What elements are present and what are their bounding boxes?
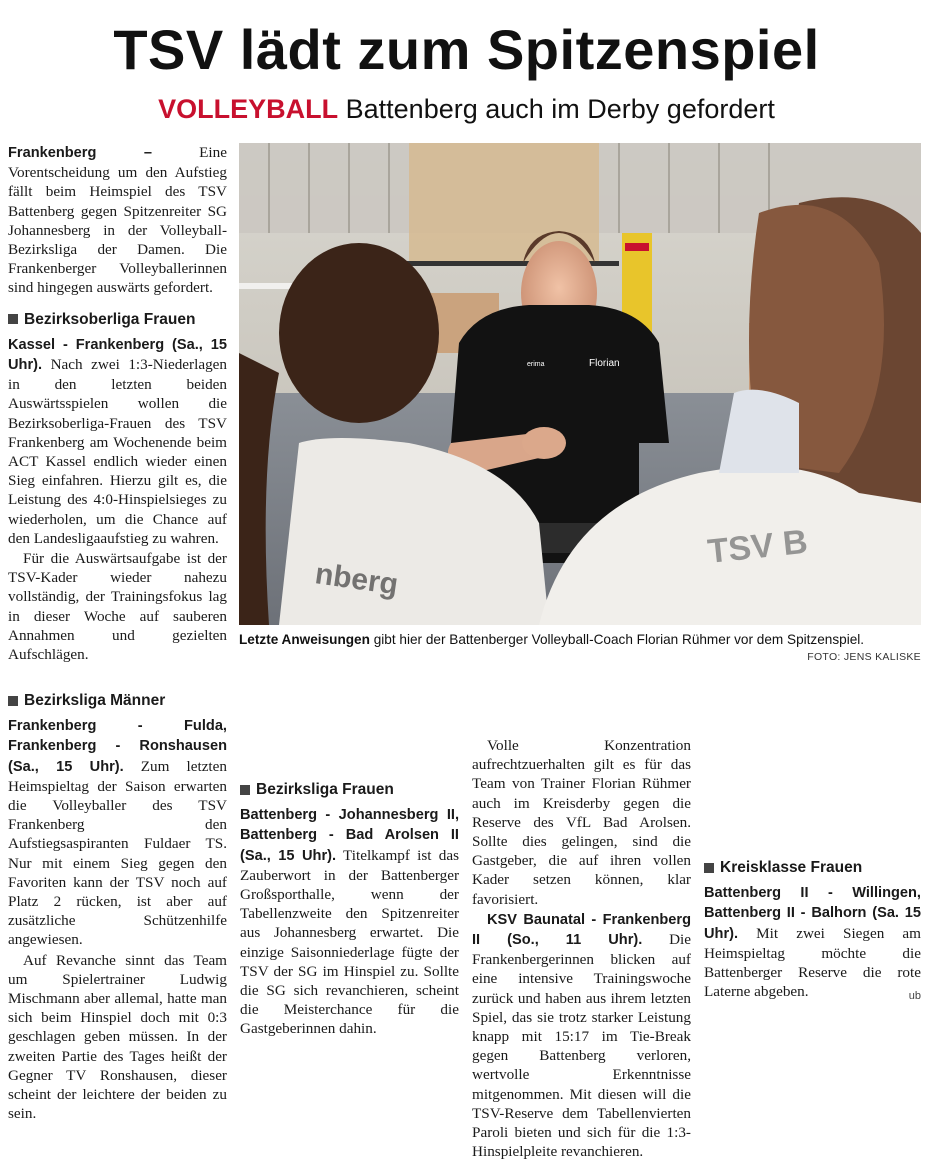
author-signature: ub	[908, 990, 921, 1002]
intro-text: Eine Vorentscheidung um den Aufstieg fällt beim Heimspiel des TSV Battenberg gegen Spitzenreiter SG Johannesberg in der Volleyball-Bezirksliga der Damen. Die Frankenberger Volleyballerinnen sind hingegen auswärts gefordert.	[8, 144, 227, 297]
bl-frauen-paragraph-1	[240, 805, 459, 1038]
column-4	[704, 690, 921, 1001]
section-heading-bl-maenner	[8, 691, 227, 710]
body-text: Nach zwei 1:3-Niederlagen in den letzten beiden Auswärtsspielen wollen die Bezirksoberliga-Frauen des TSV Frankenberg am Wochenende beim ACT Kassel endlich wieder einen Sieg einfahren. Hierzu gilt es, die Leistung des 4:0-Hinspielsieges zu wiederholen, um die Chance auf den Landesligaaufstieg zu wahren.	[8, 356, 227, 547]
column-2	[240, 690, 459, 1038]
photo-caption	[239, 631, 921, 649]
square-bullet-icon	[240, 785, 250, 795]
section-heading-bl-frauen	[240, 780, 459, 799]
column-3	[472, 690, 692, 1161]
match-line: Kassel - Frankenberg (Sa., 15 Uhr).	[8, 336, 227, 374]
section-title: Kreisklasse Frauen	[720, 859, 863, 876]
bl-frauen-paragraph-3	[472, 910, 692, 1161]
photo-credit: FOTO: JENS KALISKE	[807, 651, 921, 663]
match-line: Frankenberg - Fulda, Frankenberg - Ronshausen (Sa., 15 Uhr).	[8, 718, 227, 775]
subhead-text: Battenberg auch im Derby gefordert	[345, 94, 775, 124]
section-heading-kreisklasse	[704, 858, 921, 877]
caption-text: gibt hier der Battenberger Volleyball-Coach Florian Rühmer vor dem Spitzenspiel.	[373, 632, 865, 647]
section-title: Bezirksliga Männer	[24, 692, 166, 709]
column-1	[8, 685, 227, 1123]
intro-paragraph	[8, 143, 227, 298]
bl-maenner-paragraph-2	[8, 951, 227, 1123]
shirt-brand: erima	[527, 361, 545, 368]
caption-lead: Letzte Anweisungen	[239, 632, 370, 647]
photo-illustration	[239, 143, 921, 625]
body-text: Auf Revanche sinnt das Team um Spielertrainer Ludwig Mischmann aber allemal, hatte man sich beim Hinspiel doch mit 0:3 geschlagen geben müssen. In der zweiten Partie des Tages heißt der Gegner TV Ronshausen, dieser scheint der leichtere der beiden zu sein.	[8, 951, 227, 1123]
jersey-text-right: TSV B	[705, 522, 810, 571]
square-bullet-icon	[8, 314, 18, 324]
bl-frauen-paragraph-2: Volle Konzentration aufrechtzuerhalten gilt es für das Team von Trainer Florian Rühmer auch im Kreisderby gegen die Reserve des VfL Bad Arolsen. Sollte dies gelingen, sind die Gastgeber, die auf ihren vollen Kader setzen können, klar favorisiert.	[472, 737, 691, 908]
column-left	[8, 143, 227, 664]
body-text: Titelkampf ist das Zauberwort in der Battenberger Großsporthalle, wenn der Tabellenzweite den Spitzenreiter aus Johannesberg erwartet. Die einzige Saisonniederlage fügte der TSV der SG im Hinspiel zu. Sollte die SG sich revanchieren, scheint die Meisterchance für die Gastgeberinnen dahin.	[240, 846, 459, 1038]
subheadline	[0, 92, 933, 126]
shirt-name: Florian	[589, 358, 620, 369]
body-text: Zum letzten Heimspieltag der Saison erwarten die Volleyballer des TSV Frankenberg den Aufstiegsaspiranten Fuldaer TS. Nur mit einem Sieg gegen den Favoriten kann der TSV noch auf Platz 2 rücken, ist aber auf zusätzliche Schützenhilfe angewiesen.	[8, 757, 227, 949]
match-line: Battenberg - Johannesberg II, Battenberg - Bad Arolsen II (Sa., 15 Uhr).	[240, 807, 459, 864]
kreisklasse-paragraph	[704, 883, 921, 1001]
body-text: Mit zwei Siegen am Heimspieltag möchte die Battenberger Reserve die rote Laterne abgeben.	[704, 924, 921, 1001]
section-heading-bol-frauen	[8, 310, 227, 329]
match-line: Battenberg II - Willingen, Battenberg II - Balhorn (Sa. 15 Uhr).	[704, 885, 921, 942]
bol-frauen-paragraph-2: Für die Auswärtsaufgabe ist der TSV-Kader wieder nahezu vollständig, der Trainingsfokus lag in dieser Woche auf sauberen Annahmen und gezielten Aufschlägen.	[8, 550, 227, 664]
headline: TSV lädt zum Spitzenspiel	[113, 18, 820, 81]
match-line: KSV Baunatal - Frankenberg II (So., 11 Uhr).	[472, 911, 691, 949]
bol-frauen-paragraph-1	[8, 335, 227, 548]
subhead-kicker: VOLLEYBALL	[158, 94, 339, 124]
square-bullet-icon	[8, 696, 18, 706]
dateline: Frankenberg –	[8, 145, 152, 161]
jersey-text-left: nberg	[313, 557, 401, 602]
section-title: Bezirksoberliga Frauen	[24, 310, 196, 328]
article-photo	[239, 143, 921, 625]
section-title: Bezirksliga Frauen	[256, 781, 394, 798]
bl-maenner-paragraph-1	[8, 716, 227, 949]
body-text: Die Frankenbergerinnen blicken auf eine intensive Trainingswoche zurück und haben aus ihrem letzten Spiel, das sie trotz starker Leistung knapp mit 15:17 im Tie-Break gegen Battenberg verloren, wertvolle Erkenntnisse mitgenommen. Mit diesen will die TSV-Reserve dem Tabellenvierten Paroli bieten und sich für die 1:3-Hinspielpleite revanchieren.	[472, 931, 692, 1161]
square-bullet-icon	[704, 863, 714, 873]
